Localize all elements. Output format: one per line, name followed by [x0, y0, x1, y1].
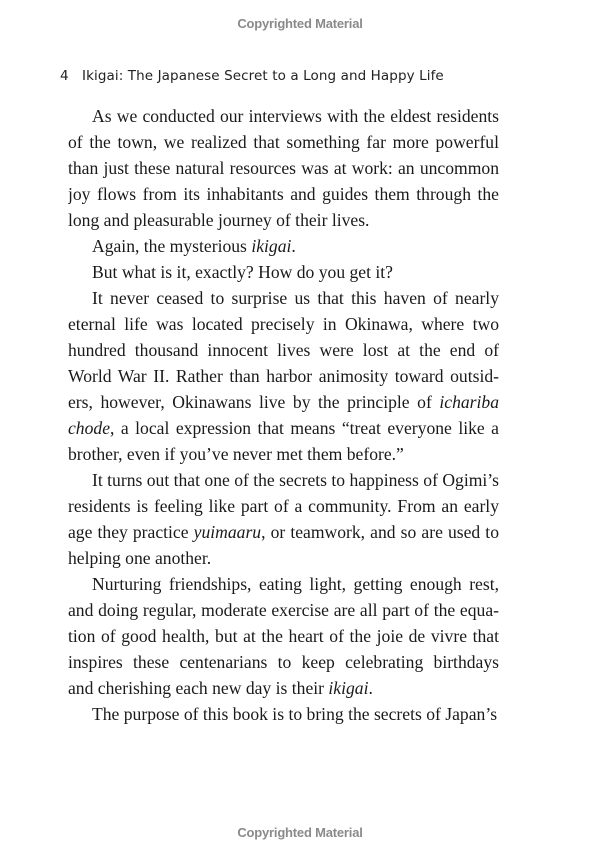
- text: It never ceased to surprise us that this haven of nearly: [92, 288, 499, 308]
- text-line: [68, 597, 499, 623]
- text-line: [68, 519, 499, 545]
- text-line: [68, 571, 499, 597]
- text: than just these natural resources was at work: an uncommon: [68, 158, 499, 178]
- body-text: [68, 103, 499, 727]
- text: of the town, we realized that something far more powerful: [68, 132, 499, 152]
- text-line: [68, 467, 499, 493]
- text: and cherishing each new day is their: [68, 678, 329, 698]
- page-number: 4: [60, 68, 69, 84]
- text-line: [68, 103, 499, 129]
- text-line: [68, 389, 499, 415]
- text: joy flows from its inhabitants and guides them through the: [68, 184, 499, 204]
- text-line: [68, 207, 499, 233]
- text: brother, even if you’ve never met them before.”: [68, 444, 404, 464]
- text-line: [68, 311, 499, 337]
- text-line: [68, 649, 499, 675]
- text: .: [368, 678, 373, 698]
- text-line: [68, 701, 499, 727]
- text-line: [68, 545, 499, 571]
- italic-term: chode: [68, 418, 111, 438]
- text: long and pleasurable journey of their lives.: [68, 210, 370, 230]
- text: tion of good health, but at the heart of the joie de vivre that: [68, 626, 499, 646]
- text: eternal life was located precisely in Okinawa, where two: [68, 314, 499, 334]
- text: But what is it, exactly? How do you get it?: [92, 262, 393, 282]
- text-line: [68, 623, 499, 649]
- text-line: [68, 181, 499, 207]
- text-line: [68, 155, 499, 181]
- text-line: [68, 285, 499, 311]
- text: As we conducted our interviews with the eldest residents: [92, 106, 499, 126]
- text: World War II. Rather than harbor animosity toward outsid-: [68, 366, 499, 386]
- text: Nurturing friendships, eating light, getting enough rest,: [92, 574, 499, 594]
- text: hundred thousand innocent lives were lost at the end of: [68, 340, 499, 360]
- italic-term: ichariba: [439, 392, 499, 412]
- text-line: [68, 337, 499, 363]
- text: ers, however, Okinawans live by the principle of: [68, 392, 440, 412]
- text: inspires these centenarians to keep celebrating birthdays: [68, 652, 499, 672]
- text-line: [68, 493, 499, 519]
- italic-term: ikigai: [251, 236, 292, 256]
- text-line: [68, 415, 499, 441]
- text: .: [291, 236, 296, 256]
- text: Again, the mysterious: [92, 236, 252, 256]
- copyright-watermark-bottom: Copyrighted Material: [237, 825, 363, 840]
- italic-term: yuimaaru: [193, 522, 262, 542]
- text: residents is feeling like part of a community. From an early: [68, 496, 499, 516]
- text: It turns out that one of the secrets to happiness of Ogimi’s: [92, 470, 499, 490]
- text-line: [68, 363, 499, 389]
- copyright-watermark-top: Copyrighted Material: [237, 16, 363, 31]
- text-line: [68, 233, 499, 259]
- text: age they practice: [68, 522, 194, 542]
- italic-term: ikigai: [328, 678, 369, 698]
- text: , a local expression that means “treat everyone like a: [110, 418, 499, 438]
- text-line: [68, 675, 499, 701]
- text: The purpose of this book is to bring the secrets of Japan’s: [92, 704, 498, 724]
- text-line: [68, 259, 499, 285]
- text: , or teamwork, and so are used to: [261, 522, 499, 542]
- text: helping one another.: [68, 548, 212, 568]
- book-title: Ikigai: The Japanese Secret to a Long and Happy Life: [82, 68, 444, 84]
- running-head: [60, 68, 444, 84]
- text-line: [68, 441, 499, 467]
- text-line: [68, 129, 499, 155]
- text: and doing regular, moderate exercise are all part of the equa-: [68, 600, 499, 620]
